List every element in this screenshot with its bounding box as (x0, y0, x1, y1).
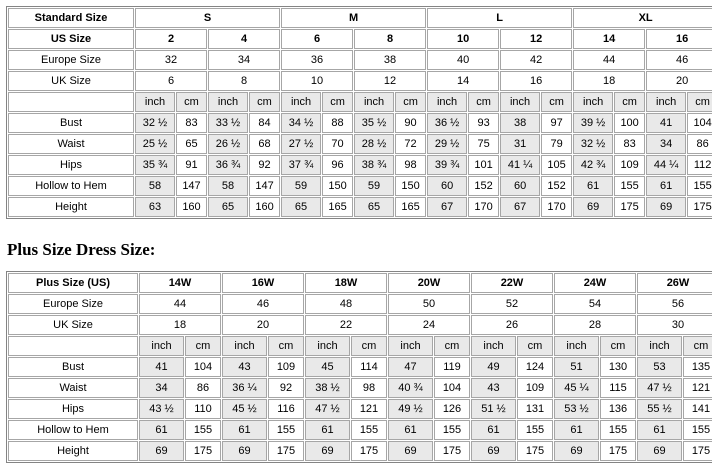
measurement-label-cell: Hollow to Hem (8, 176, 134, 196)
uk-size-cell: 30 (637, 315, 712, 335)
uk-size-label-cell: UK Size (8, 71, 134, 91)
unit-row (8, 92, 712, 112)
uk-size-cell: 12 (354, 71, 426, 91)
measurement-inch-cell: 69 (554, 441, 599, 461)
plus-size-cell: 16W (222, 273, 304, 293)
measurement-row (8, 399, 712, 419)
us-size-label-cell: US Size (8, 29, 134, 49)
measurement-inch-cell: 33 ½ (208, 113, 248, 133)
measurement-cm-cell: 98 (351, 378, 387, 398)
measurement-inch-cell: 61 (305, 420, 350, 440)
measurement-cm-cell: 152 (541, 176, 572, 196)
uk-size-row (8, 71, 712, 91)
measurement-inch-cell: 34 (139, 378, 184, 398)
measurement-cm-cell: 150 (395, 176, 426, 196)
europe-size-cell: 44 (573, 50, 645, 70)
unit-cm-cell: cm (614, 92, 645, 112)
measurement-cm-cell: 92 (268, 378, 304, 398)
measurement-cm-cell: 175 (351, 441, 387, 461)
size-group-cell: M (281, 8, 426, 28)
unit-cm-cell: cm (600, 336, 636, 356)
plus-size-section-title: Plus Size Dress Size: (7, 240, 156, 259)
measurement-cm-cell: 130 (600, 357, 636, 377)
measurement-cm-cell: 175 (268, 441, 304, 461)
measurement-cm-cell: 91 (176, 155, 207, 175)
measurement-cm-cell: 165 (322, 197, 353, 217)
measurement-row (8, 113, 712, 133)
measurement-inch-cell: 61 (471, 420, 516, 440)
measurement-cm-cell: 175 (434, 441, 470, 461)
us-size-cell: 12 (500, 29, 572, 49)
measurement-inch-cell: 25 ½ (135, 134, 175, 154)
measurement-inch-cell: 35 ¾ (135, 155, 175, 175)
size-group-cell: L (427, 8, 572, 28)
measurement-cm-cell: 83 (176, 113, 207, 133)
unit-cm-cell: cm (176, 92, 207, 112)
measurement-inch-cell: 41 (646, 113, 686, 133)
measurement-cm-cell: 88 (322, 113, 353, 133)
uk-size-cell: 22 (305, 315, 387, 335)
measurement-cm-cell: 121 (683, 378, 712, 398)
standard-size-table (6, 6, 712, 219)
unit-row-empty-cell (8, 92, 134, 112)
measurement-inch-cell: 45 ¼ (554, 378, 599, 398)
unit-inch-cell: inch (388, 336, 433, 356)
measurement-inch-cell: 67 (500, 197, 540, 217)
europe-size-cell: 44 (139, 294, 221, 314)
unit-inch-cell: inch (573, 92, 613, 112)
measurement-cm-cell: 83 (614, 134, 645, 154)
measurement-cm-cell: 147 (176, 176, 207, 196)
uk-size-cell: 18 (573, 71, 645, 91)
measurement-cm-cell: 121 (351, 399, 387, 419)
measurement-inch-cell: 69 (305, 441, 350, 461)
measurement-label-cell: Hips (8, 155, 134, 175)
measurement-inch-cell: 43 (222, 357, 267, 377)
unit-cm-cell: cm (268, 336, 304, 356)
europe-size-row (8, 50, 712, 70)
size-group-cell: XL (573, 8, 712, 28)
measurement-inch-cell: 34 (646, 134, 686, 154)
measurement-inch-cell: 26 ½ (208, 134, 248, 154)
measurement-inch-cell: 36 ¾ (208, 155, 248, 175)
measurement-inch-cell: 34 ½ (281, 113, 321, 133)
measurement-inch-cell: 29 ½ (427, 134, 467, 154)
measurement-inch-cell: 31 (500, 134, 540, 154)
unit-cm-cell: cm (517, 336, 553, 356)
measurement-inch-cell: 69 (139, 441, 184, 461)
measurement-cm-cell: 100 (614, 113, 645, 133)
measurement-inch-cell: 59 (281, 176, 321, 196)
uk-size-cell: 8 (208, 71, 280, 91)
measurement-cm-cell: 155 (517, 420, 553, 440)
measurement-cm-cell: 75 (468, 134, 499, 154)
plus-size-header-row (8, 273, 712, 293)
measurement-row (8, 176, 712, 196)
measurement-cm-cell: 119 (434, 357, 470, 377)
measurement-inch-cell: 59 (354, 176, 394, 196)
europe-size-cell: 46 (222, 294, 304, 314)
plus-size-cell: 26W (637, 273, 712, 293)
unit-inch-cell: inch (208, 92, 248, 112)
measurement-cm-cell: 116 (268, 399, 304, 419)
measurement-inch-cell: 49 ½ (388, 399, 433, 419)
measurement-inch-cell: 60 (427, 176, 467, 196)
measurement-cm-cell: 170 (541, 197, 572, 217)
measurement-inch-cell: 39 ¾ (427, 155, 467, 175)
measurement-inch-cell: 42 ¾ (573, 155, 613, 175)
measurement-inch-cell: 60 (500, 176, 540, 196)
uk-size-cell: 26 (471, 315, 553, 335)
europe-size-cell: 32 (135, 50, 207, 70)
uk-size-cell: 28 (554, 315, 636, 335)
us-size-cell: 2 (135, 29, 207, 49)
measurement-cm-cell: 126 (434, 399, 470, 419)
measurement-cm-cell: 155 (268, 420, 304, 440)
unit-inch-cell: inch (427, 92, 467, 112)
europe-size-row (8, 294, 712, 314)
measurement-inch-cell: 35 ½ (354, 113, 394, 133)
plus-size-table-body (8, 273, 712, 461)
measurement-cm-cell: 98 (395, 155, 426, 175)
measurement-cm-cell: 90 (395, 113, 426, 133)
unit-cm-cell: cm (541, 92, 572, 112)
measurement-cm-cell: 84 (249, 113, 280, 133)
us-size-cell: 16 (646, 29, 712, 49)
measurement-inch-cell: 37 ¾ (281, 155, 321, 175)
measurement-row (8, 420, 712, 440)
uk-size-label-cell: UK Size (8, 315, 138, 335)
measurement-inch-cell: 47 (388, 357, 433, 377)
measurement-inch-cell: 47 ½ (305, 399, 350, 419)
europe-size-cell: 38 (354, 50, 426, 70)
unit-cm-cell: cm (468, 92, 499, 112)
measurement-label-cell: Height (8, 197, 134, 217)
measurement-cm-cell: 175 (517, 441, 553, 461)
measurement-cm-cell: 124 (517, 357, 553, 377)
europe-size-cell: 46 (646, 50, 712, 70)
measurement-cm-cell: 175 (687, 197, 712, 217)
measurement-cm-cell: 109 (614, 155, 645, 175)
measurement-cm-cell: 141 (683, 399, 712, 419)
measurement-inch-cell: 45 (305, 357, 350, 377)
measurement-inch-cell: 61 (139, 420, 184, 440)
measurement-cm-cell: 147 (249, 176, 280, 196)
uk-size-row (8, 315, 712, 335)
measurement-cm-cell: 110 (185, 399, 221, 419)
measurement-cm-cell: 86 (185, 378, 221, 398)
measurement-inch-cell: 45 ½ (222, 399, 267, 419)
measurement-inch-cell: 39 ½ (573, 113, 613, 133)
measurement-cm-cell: 155 (185, 420, 221, 440)
measurement-inch-cell: 65 (281, 197, 321, 217)
measurement-label-cell: Waist (8, 378, 138, 398)
measurement-inch-cell: 43 ½ (139, 399, 184, 419)
europe-size-cell: 56 (637, 294, 712, 314)
standard-group-header-row (8, 8, 712, 28)
measurement-cm-cell: 136 (600, 399, 636, 419)
measurement-label-cell: Bust (8, 357, 138, 377)
measurement-cm-cell: 86 (687, 134, 712, 154)
measurement-cm-cell: 150 (322, 176, 353, 196)
plus-size-cell: 22W (471, 273, 553, 293)
europe-size-cell: 34 (208, 50, 280, 70)
measurement-inch-cell: 28 ½ (354, 134, 394, 154)
measurement-inch-cell: 40 ¾ (388, 378, 433, 398)
unit-cm-cell: cm (322, 92, 353, 112)
europe-size-cell: 36 (281, 50, 353, 70)
measurement-cm-cell: 92 (249, 155, 280, 175)
measurement-inch-cell: 49 (471, 357, 516, 377)
measurement-row (8, 197, 712, 217)
measurement-inch-cell: 53 ½ (554, 399, 599, 419)
europe-size-cell: 50 (388, 294, 470, 314)
measurement-inch-cell: 51 ½ (471, 399, 516, 419)
uk-size-cell: 10 (281, 71, 353, 91)
unit-cm-cell: cm (185, 336, 221, 356)
plus-size-table (6, 271, 712, 463)
unit-cm-cell: cm (687, 92, 712, 112)
measurement-cm-cell: 155 (683, 420, 712, 440)
unit-cm-cell: cm (395, 92, 426, 112)
europe-size-cell: 52 (471, 294, 553, 314)
measurement-cm-cell: 112 (687, 155, 712, 175)
plus-size-cell: 18W (305, 273, 387, 293)
measurement-inch-cell: 69 (388, 441, 433, 461)
measurement-cm-cell: 160 (249, 197, 280, 217)
plus-size-cell: 20W (388, 273, 470, 293)
unit-cm-cell: cm (683, 336, 712, 356)
measurement-cm-cell: 70 (322, 134, 353, 154)
measurement-cm-cell: 175 (614, 197, 645, 217)
measurement-cm-cell: 68 (249, 134, 280, 154)
measurement-inch-cell: 65 (208, 197, 248, 217)
measurement-row (8, 155, 712, 175)
unit-inch-cell: inch (500, 92, 540, 112)
measurement-cm-cell: 115 (600, 378, 636, 398)
measurement-label-cell: Bust (8, 113, 134, 133)
measurement-inch-cell: 36 ¼ (222, 378, 267, 398)
measurement-inch-cell: 61 (554, 420, 599, 440)
uk-size-cell: 24 (388, 315, 470, 335)
measurement-cm-cell: 104 (687, 113, 712, 133)
europe-size-cell: 48 (305, 294, 387, 314)
measurement-label-cell: Hollow to Hem (8, 420, 138, 440)
plus-size-cell: 24W (554, 273, 636, 293)
measurement-inch-cell: 69 (222, 441, 267, 461)
measurement-label-cell: Height (8, 441, 138, 461)
measurement-inch-cell: 44 ¼ (646, 155, 686, 175)
measurement-inch-cell: 41 ¼ (500, 155, 540, 175)
measurement-cm-cell: 135 (683, 357, 712, 377)
measurement-cm-cell: 105 (541, 155, 572, 175)
measurement-cm-cell: 109 (268, 357, 304, 377)
measurement-inch-cell: 69 (637, 441, 682, 461)
measurement-row (8, 357, 712, 377)
measurement-inch-cell: 61 (637, 420, 682, 440)
measurement-inch-cell: 38 (500, 113, 540, 133)
uk-size-cell: 20 (646, 71, 712, 91)
unit-inch-cell: inch (139, 336, 184, 356)
measurement-cm-cell: 170 (468, 197, 499, 217)
europe-size-label-cell: Europe Size (8, 50, 134, 70)
unit-cm-cell: cm (434, 336, 470, 356)
measurement-inch-cell: 47 ½ (637, 378, 682, 398)
measurement-inch-cell: 43 (471, 378, 516, 398)
measurement-cm-cell: 131 (517, 399, 553, 419)
measurement-cm-cell: 155 (434, 420, 470, 440)
measurement-cm-cell: 97 (541, 113, 572, 133)
uk-size-cell: 6 (135, 71, 207, 91)
europe-size-cell: 40 (427, 50, 499, 70)
measurement-inch-cell: 36 ½ (427, 113, 467, 133)
measurement-inch-cell: 69 (646, 197, 686, 217)
uk-size-cell: 20 (222, 315, 304, 335)
measurement-inch-cell: 38 ½ (305, 378, 350, 398)
unit-inch-cell: inch (637, 336, 682, 356)
measurement-cm-cell: 114 (351, 357, 387, 377)
measurement-cm-cell: 65 (176, 134, 207, 154)
uk-size-cell: 16 (500, 71, 572, 91)
uk-size-cell: 18 (139, 315, 221, 335)
europe-size-label-cell: Europe Size (8, 294, 138, 314)
measurement-inch-cell: 61 (222, 420, 267, 440)
measurement-inch-cell: 32 ½ (573, 134, 613, 154)
measurement-label-cell: Waist (8, 134, 134, 154)
unit-row (8, 336, 712, 356)
us-size-cell: 4 (208, 29, 280, 49)
measurement-inch-cell: 55 ½ (637, 399, 682, 419)
measurement-row (8, 134, 712, 154)
unit-inch-cell: inch (471, 336, 516, 356)
us-size-cell: 10 (427, 29, 499, 49)
measurement-inch-cell: 63 (135, 197, 175, 217)
measurement-cm-cell: 152 (468, 176, 499, 196)
measurement-cm-cell: 109 (517, 378, 553, 398)
measurement-row (8, 441, 712, 461)
unit-inch-cell: inch (354, 92, 394, 112)
unit-cm-cell: cm (351, 336, 387, 356)
measurement-inch-cell: 58 (208, 176, 248, 196)
measurement-cm-cell: 93 (468, 113, 499, 133)
measurement-inch-cell: 65 (354, 197, 394, 217)
unit-inch-cell: inch (222, 336, 267, 356)
plus-size-title-cell: Plus Size (US) (8, 273, 138, 293)
uk-size-cell: 14 (427, 71, 499, 91)
measurement-cm-cell: 104 (434, 378, 470, 398)
measurement-inch-cell: 32 ½ (135, 113, 175, 133)
unit-inch-cell: inch (554, 336, 599, 356)
us-size-cell: 14 (573, 29, 645, 49)
us-size-cell: 8 (354, 29, 426, 49)
measurement-cm-cell: 79 (541, 134, 572, 154)
measurement-inch-cell: 67 (427, 197, 467, 217)
measurement-cm-cell: 175 (185, 441, 221, 461)
measurement-cm-cell: 155 (614, 176, 645, 196)
measurement-inch-cell: 58 (135, 176, 175, 196)
measurement-inch-cell: 61 (388, 420, 433, 440)
unit-inch-cell: inch (281, 92, 321, 112)
us-size-cell: 6 (281, 29, 353, 49)
us-size-row (8, 29, 712, 49)
standard-size-table-body (8, 8, 712, 217)
measurement-cm-cell: 175 (683, 441, 712, 461)
measurement-inch-cell: 27 ½ (281, 134, 321, 154)
measurement-cm-cell: 155 (351, 420, 387, 440)
measurement-cm-cell: 165 (395, 197, 426, 217)
measurement-cm-cell: 104 (185, 357, 221, 377)
europe-size-cell: 54 (554, 294, 636, 314)
measurement-cm-cell: 96 (322, 155, 353, 175)
unit-inch-cell: inch (646, 92, 686, 112)
measurement-inch-cell: 69 (471, 441, 516, 461)
measurement-inch-cell: 69 (573, 197, 613, 217)
plus-size-cell: 14W (139, 273, 221, 293)
measurement-inch-cell: 61 (573, 176, 613, 196)
measurement-inch-cell: 53 (637, 357, 682, 377)
size-group-cell: S (135, 8, 280, 28)
measurement-cm-cell: 72 (395, 134, 426, 154)
standard-size-title-cell: Standard Size (8, 8, 134, 28)
unit-inch-cell: inch (305, 336, 350, 356)
measurement-row (8, 378, 712, 398)
measurement-inch-cell: 61 (646, 176, 686, 196)
measurement-cm-cell: 101 (468, 155, 499, 175)
measurement-cm-cell: 175 (600, 441, 636, 461)
measurement-cm-cell: 155 (687, 176, 712, 196)
measurement-label-cell: Hips (8, 399, 138, 419)
measurement-cm-cell: 155 (600, 420, 636, 440)
europe-size-cell: 42 (500, 50, 572, 70)
measurement-inch-cell: 51 (554, 357, 599, 377)
unit-row-empty-cell (8, 336, 138, 356)
unit-cm-cell: cm (249, 92, 280, 112)
measurement-inch-cell: 41 (139, 357, 184, 377)
measurement-inch-cell: 38 ¾ (354, 155, 394, 175)
measurement-cm-cell: 160 (176, 197, 207, 217)
unit-inch-cell: inch (135, 92, 175, 112)
